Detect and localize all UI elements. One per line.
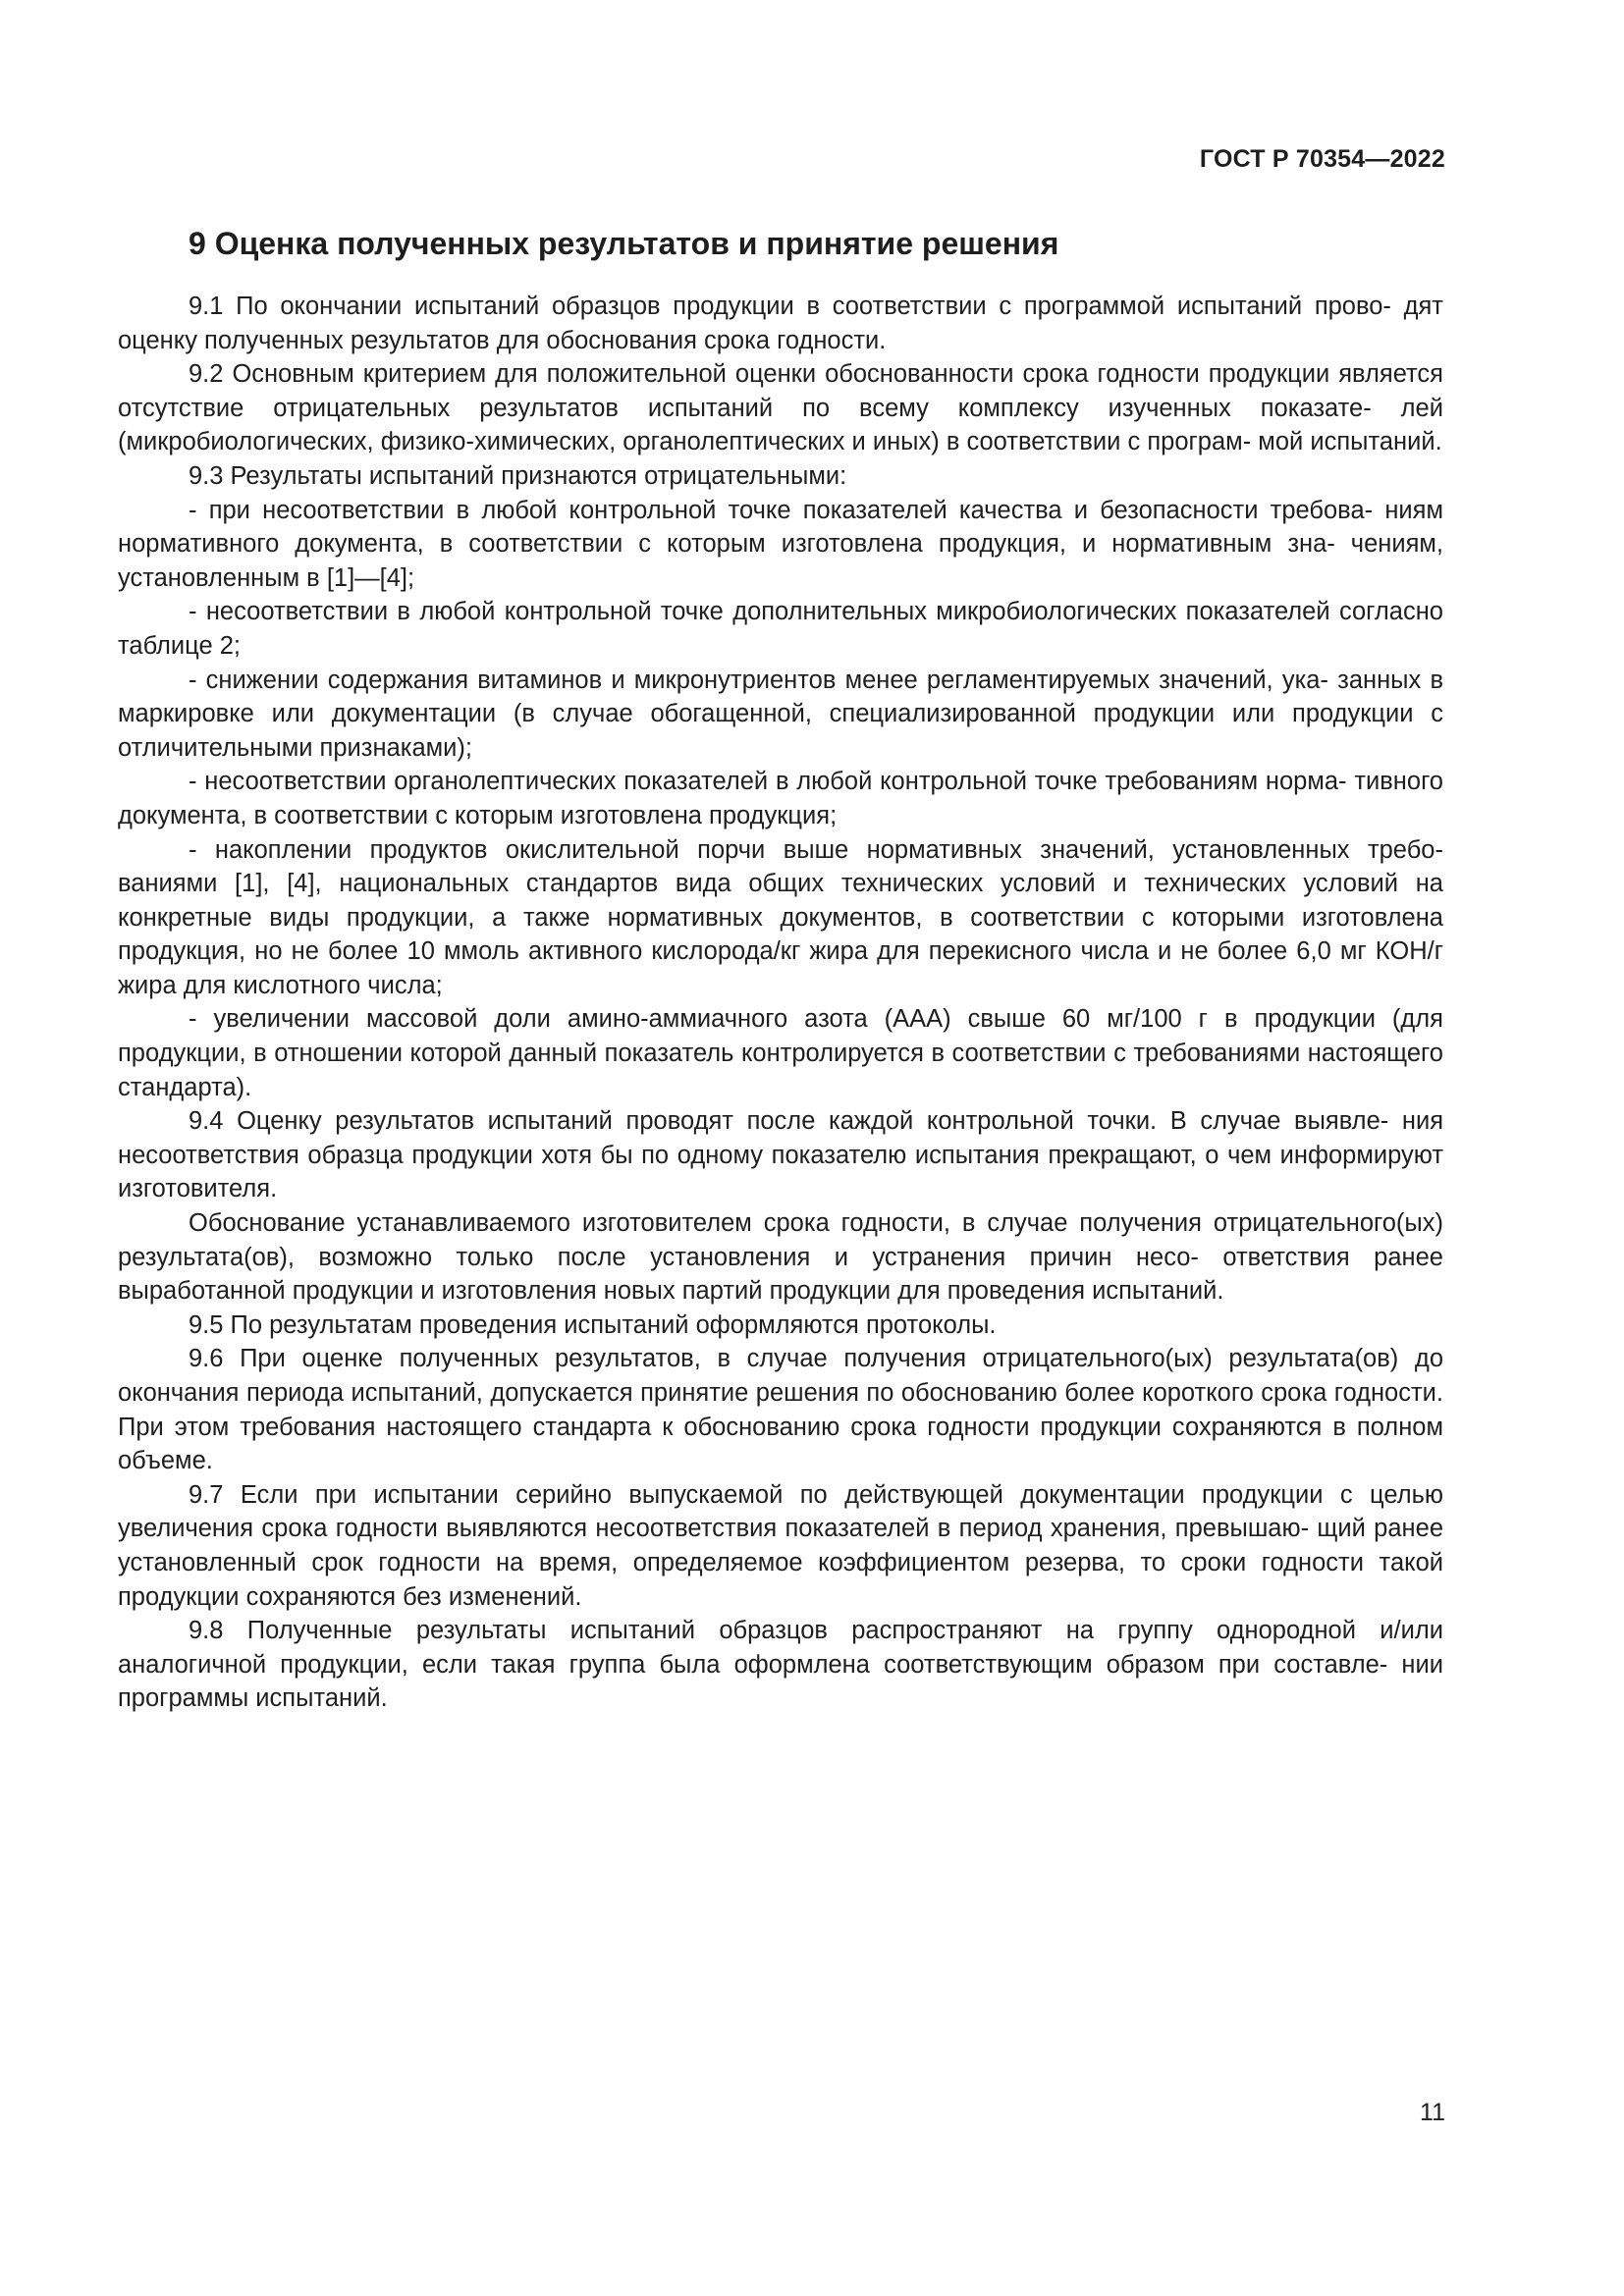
paragraph-9-4: 9.4 Оценку результатов испытаний проводят после каждой контрольной точки. В случае выявле- ния несоответствия образца продукции хотя бы по одному показателю испытания прекращают, о чем информируют изготовителя. — [118, 1107, 1443, 1203]
paragraph-9-7: 9.7 Если при испытании серийно выпускаемой по действующей документации продукции с целью увеличения срока годности выявляются несоответствия показателей в период хранения, превышаю- щий ранее установленный срок годности на время, определяемое коэффициентом резерва, то сроки годности такой продукции сохраняются без изменений. — [118, 1480, 1443, 1611]
paragraph-9-6: 9.6 При оценке полученных результатов, в случае получения отрицательного(ых) результата(ов) до окончания периода испытаний, допускается принятие решения по обоснованию более короткого срока годности. При этом требования настоящего стандарта к обоснованию срока годности продукции сохраняются в полном объеме. — [118, 1345, 1443, 1475]
list-item: - снижении содержания витаминов и микронутриентов менее регламентируемых значений, ука- занных в маркировке или документации (в случае обогащенной, специализированной продукции или продукции с отличительными признаками); — [118, 666, 1443, 762]
paragraph-9-1: 9.1 По окончании испытаний образцов продукции в соответствии с программой испытаний прово- дят оценку полученных результатов для обоснования срока годности. — [118, 293, 1443, 354]
list-item: - несоответствии в любой контрольной точке дополнительных микробиологических показателей согласно таблице 2; — [118, 598, 1443, 660]
list-item: - при несоответствии в любой контрольной точке показателей качества и безопасности требова- ниям нормативного документа, в соответствии с которым изготовлена продукция, и нормативным зна- чениям, установленным в [1]—[4]; — [118, 496, 1443, 592]
section-title: 9 Оценка полученных результатов и принятие решения — [189, 226, 1059, 261]
page-number: 11 — [1420, 2099, 1445, 2126]
paragraph-9-3: 9.3 Результаты испытаний признаются отрицательными: — [189, 461, 847, 490]
section-content — [118, 224, 1443, 1716]
paragraph-9-2: 9.2 Основным критерием для положительной оценки обоснованности срока годности продукции является отсутствие отрицательных результатов испытаний по всему комплексу изученных показате- лей (микробиологических, физико-химических, органолептических и иных) в соответствии с програм- мой испытаний. — [118, 360, 1443, 456]
list-item: - увеличении массовой доли амино-аммиачного азота (ААА) свыше 60 мг/100 г в продукции (для продукции, в отношении которой данный показатель контролируется в соответствии с требованиями настоящего стандарта). — [118, 1005, 1443, 1101]
paragraph-justification: Обоснование устанавливаемого изготовителем срока годности, в случае получения отрицательного(ых) результата(ов), возможно только после установления и устранения причин несо- ответствия ранее выработанной продукции и изготовления новых партий продукции для проведения испытаний. — [118, 1209, 1443, 1306]
list-item: - несоответствии органолептических показателей в любой контрольной точке требованиям норма- тивного документа, в соответствии с которым изготовлена продукция; — [118, 768, 1443, 829]
document-id-header: ГОСТ Р 70354—2022 — [1199, 145, 1445, 173]
list-item: - накоплении продуктов окислительной порчи выше нормативных значений, установленных требо- ваниями [1], [4], национальных стандартов вида общих технических условий и технических условий на конкретные виды продукции, а также нормативных документов, в соответствии с которыми изготовлена продукция, но не более 10 ммоль активного кислорода/кг жира для перекисного числа и не более 6,0 мг КОН/г жира для кислотного числа; — [118, 835, 1443, 999]
paragraph-9-5: 9.5 По результатам проведения испытаний оформляются протоколы. — [189, 1310, 997, 1339]
paragraph-9-8: 9.8 Полученные результаты испытаний образцов распространяют на группу однородной и/или аналогичной продукции, если такая группа была оформлена соответствующим образом при составле- нии программы испытаний. — [118, 1617, 1443, 1713]
